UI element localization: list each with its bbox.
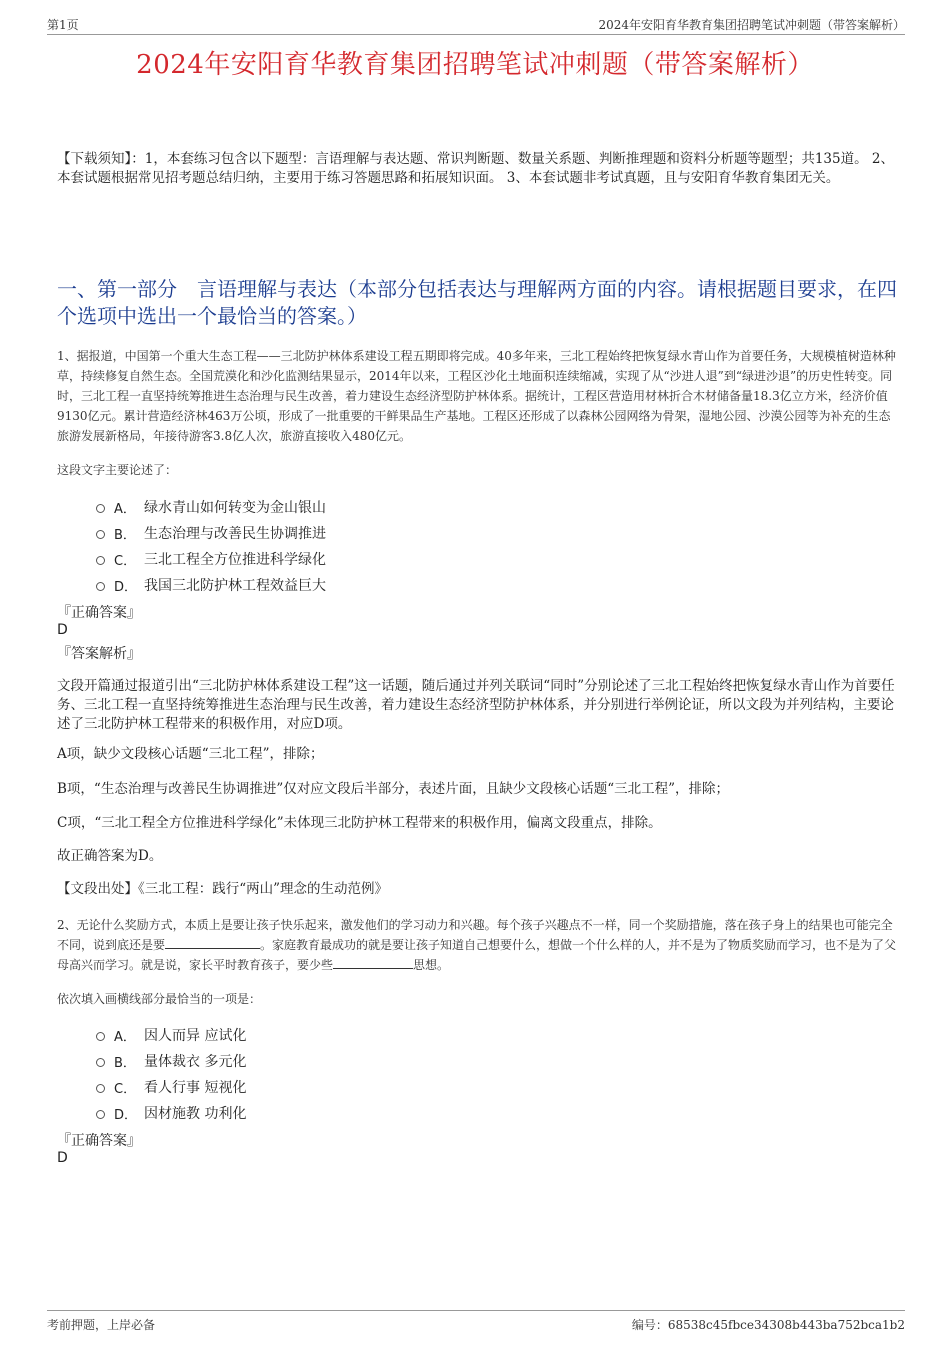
page-number: 第1页 bbox=[47, 18, 79, 32]
q1-answer: D bbox=[57, 622, 68, 638]
option-letter: C． bbox=[114, 1081, 137, 1097]
option-letter: A． bbox=[114, 501, 136, 517]
q1-analysis-option-b: B项，“生态治理与改善民生协调推进”仅对应文段后半部分，表述片面，且缺少文段核心话题“三北工程”，排除； bbox=[57, 781, 730, 797]
page-footer bbox=[47, 1310, 905, 1333]
radio-icon[interactable] bbox=[96, 1110, 105, 1119]
q2-option-b[interactable] bbox=[96, 1051, 246, 1071]
page-header bbox=[47, 14, 905, 35]
q1-analysis-label: 『答案解析』 bbox=[57, 646, 141, 662]
q1-analysis-paragraph: 文段开篇通过报道引出“三北防护林体系建设工程”这一话题，随后通过并列关联词“同时”分别论述了三北工程始终把恢复绿水青山作为首要任务、三北工程一直坚持统筹推进生态治理与民生改善，着力建设生态经济型防护林体系，并分别进行举例论证，所以文段为并列结构，主要论述了三北防护林工程带来的积极作用，对应D项。 bbox=[57, 678, 895, 732]
q2-text-part-3: 思想。 bbox=[413, 958, 450, 972]
option-text: 绿水青山如何转变为金山银山 bbox=[144, 500, 326, 516]
option-text: 我国三北防护林工程效益巨大 bbox=[144, 578, 326, 594]
option-letter: A． bbox=[114, 1029, 136, 1045]
q1-option-a[interactable] bbox=[96, 497, 326, 517]
q2-option-c[interactable] bbox=[96, 1077, 246, 1097]
q1-option-d[interactable] bbox=[96, 575, 326, 595]
question-2-text bbox=[57, 915, 899, 975]
q1-analysis-conclusion: 故正确答案为D。 bbox=[57, 848, 163, 864]
question-1-stem: 这段文字主要论述了： bbox=[57, 463, 178, 477]
radio-icon[interactable] bbox=[96, 1058, 105, 1067]
option-text: 三北工程全方位推进科学绿化 bbox=[144, 552, 326, 568]
question-1-text: 1、据报道，中国第一个重大生态工程——三北防护林体系建设工程五期即将完成。40多年来，三北工程始终把恢复绿水青山作为首要任务，大规模植树造林种草，持续修复自然生态。全国荒漠化和沙化监测结果显示，2014年以来，工程区沙化土地面积连续缩减，实现了从“沙进人退”到“绿进沙退”的历史性转变。同时，三北工程一直坚持统筹推进生态治理与民生改善，着力建设生态经济型防护林体系。据统计，工程区营造用材林折合木材储备量18.3亿立方米，经济价值9130亿元。累计营造经济林463万公顷，形成了一批重要的干鲜果品生产基地。工程区还形成了以森林公园网络为骨架，湿地公园、沙漠公园等为补充的生态旅游发展新格局，年接待游客3.8亿人次，旅游直接收入480亿元。 bbox=[57, 349, 896, 443]
q2-answer: D bbox=[57, 1150, 68, 1166]
option-text: 看人行事 短视化 bbox=[144, 1080, 247, 1096]
download-notice: 【下载须知】：1，本套练习包含以下题型：言语理解与表达题、常识判断题、数量关系题、判断推理题和资料分析题等题型；共135道。 2、本套试题根据常见招考题总结归纳，主要用于练习答题思路和拓展知识面。 3、本套试题非考试真题，且与安阳育华教育集团无关。 bbox=[57, 151, 894, 186]
q1-source: 【文段出处】《三北工程：践行“两山”理念的生动范例》 bbox=[57, 881, 389, 897]
q2-answer-label: 『正确答案』 bbox=[57, 1133, 141, 1149]
option-text: 生态治理与改善民生协调推进 bbox=[144, 526, 326, 542]
radio-icon[interactable] bbox=[96, 1032, 105, 1041]
option-text: 因材施教 功利化 bbox=[144, 1106, 247, 1122]
q1-analysis-option-a: A项，缺少文段核心话题“三北工程”，排除； bbox=[57, 746, 324, 762]
radio-icon[interactable] bbox=[96, 1084, 105, 1093]
section-title: 一、第一部分 言语理解与表达（本部分包括表达与理解两方面的内容。请根据题目要求，在四个选项中选出一个最恰当的答案。） bbox=[57, 277, 897, 328]
q2-text-part-1: 2、无论什么奖励方式，本质上是要让孩子快乐起来，激发他们的学习动力和兴趣。每个孩子兴趣点不一样，同一个奖励措施，落在孩子身上的结果也可能完全不同，说到底还是要 bbox=[57, 918, 893, 952]
option-text: 因人而异 应试化 bbox=[144, 1028, 247, 1044]
radio-icon[interactable] bbox=[96, 504, 105, 513]
fill-blank-2[interactable] bbox=[333, 956, 413, 969]
q1-option-c[interactable] bbox=[96, 549, 326, 569]
document-title: 2024年安阳育华教育集团招聘笔试冲刺题（带答案解析） bbox=[136, 50, 814, 80]
q1-answer-label: 『正确答案』 bbox=[57, 605, 141, 621]
q2-option-d[interactable] bbox=[96, 1103, 246, 1123]
option-text: 量体裁衣 多元化 bbox=[144, 1054, 247, 1070]
option-letter: C． bbox=[114, 553, 137, 569]
fill-blank-1[interactable] bbox=[165, 936, 260, 949]
header-doc-name: 2024年安阳育华教育集团招聘笔试冲刺题（带答案解析） bbox=[598, 18, 905, 32]
option-letter: B． bbox=[114, 527, 136, 543]
footer-doc-id: 编号：68538c45fbce34308b443ba752bca1b2 bbox=[631, 1318, 905, 1332]
footer-slogan: 考前押题，上岸必备 bbox=[47, 1318, 156, 1332]
question-2-stem: 依次填入画横线部分最恰当的一项是： bbox=[57, 992, 262, 1006]
option-letter: D． bbox=[114, 579, 138, 595]
radio-icon[interactable] bbox=[96, 530, 105, 539]
option-letter: B． bbox=[114, 1055, 136, 1071]
radio-icon[interactable] bbox=[96, 582, 105, 591]
q1-option-b[interactable] bbox=[96, 523, 326, 543]
q1-analysis-option-c: C项，“三北工程全方位推进科学绿化”未体现三北防护林工程带来的积极作用，偏离文段重点，排除。 bbox=[57, 815, 662, 831]
radio-icon[interactable] bbox=[96, 556, 105, 565]
q2-text-part-2: 。家庭教育最成功的就是要让孩子知道自己想要什么，想做一个什么样的人，并不是为了物质奖励而学习，也不是为了父母高兴而学习。就是说，家长平时教育孩子，要少些 bbox=[57, 938, 897, 972]
option-letter: D． bbox=[114, 1107, 138, 1123]
q2-option-a[interactable] bbox=[96, 1025, 246, 1045]
